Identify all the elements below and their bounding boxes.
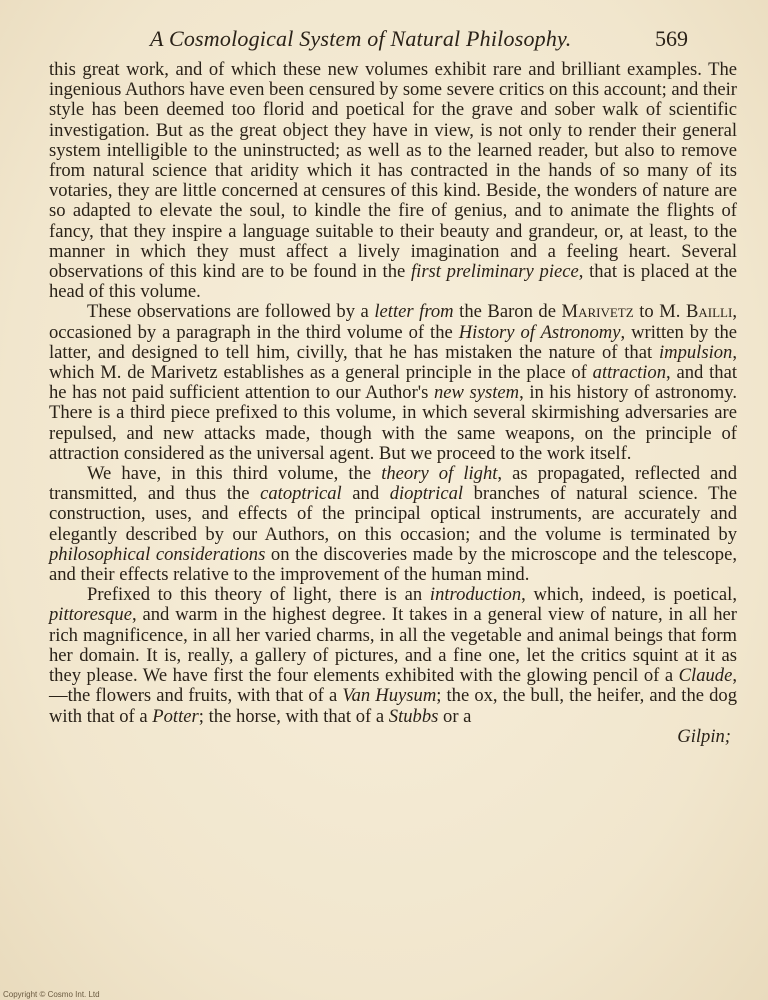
text-run: the Baron de	[453, 301, 562, 323]
italic-text: introduction	[429, 584, 522, 606]
paragraph	[49, 585, 737, 726]
italic-text: dioptrical	[389, 483, 464, 505]
copyright-notice: Copyright © Cosmo Int. Ltd	[3, 990, 100, 999]
italic-text: philosophical considerations	[49, 543, 266, 565]
paragraph	[49, 464, 737, 585]
catchword: Gilpin;	[677, 725, 731, 747]
text-run: , occasioned by a paragraph in the third volume of the	[49, 301, 737, 343]
text-run: , written by the latter, and designed to tell him, civilly, that he has mistaken the nature of that	[49, 321, 737, 363]
italic-text: History of Astronomy	[458, 321, 621, 343]
italic-text: letter from	[374, 301, 454, 323]
text-run: , that is placed at the head of this volume.	[49, 261, 737, 303]
text-run: this great work, and of which these new volumes exhibit rare and brilliant examples. The ingenious Authors have even been censured by some severe critics on this account; and their style has been deemed too florid and poetical for the grave and sober walk of scientific investigation. But as the great object they have in view, is not only to render their general system intelligible to the uninstructed; as well as to the learned reader, but also to remove from natural science that aridity which it has contracted in the hands of so many of its votaries, they are little concerned at censures of this kind. Beside, the wonders of nature are so adapted to elevate the soul, to kindle the fire of genius, and to animate the flights of fancy, that they inspire a language suitable to their beauty and grandeur, or, at least, to the manner in which they must affect a lively imagination and a feeling heart. Several observations of this kind are to be found in the	[49, 59, 737, 283]
page-header	[150, 22, 688, 54]
italic-text: theory of light	[381, 463, 498, 485]
small-caps-text: Marivetz	[561, 301, 634, 323]
text-run: , in his history of astronomy. There is a third piece prefixed to this volume, in which several skirmishing adversaries are repulsed, and new attacks made, though with the same weapons, on the principle of attraction considered as the universal agent. But we proceed to the work itself.	[49, 382, 738, 464]
italic-text: Van Huysum	[342, 685, 437, 707]
text-run: ; the ox, the bull, the heifer, and the dog with that of a	[49, 685, 737, 727]
page-number: 569	[655, 26, 688, 51]
text-run: , and that he has not paid sufficient attention to our Author's	[49, 362, 737, 404]
italic-text: first preliminary piece	[410, 261, 579, 283]
paragraph	[49, 302, 737, 464]
text-run: These observations are followed by a	[87, 301, 375, 323]
text-run: and	[341, 483, 390, 505]
italic-text: catoptrical	[260, 483, 342, 505]
italic-text: impulsion	[658, 341, 733, 363]
italic-text: attraction	[592, 362, 667, 384]
text-run: branches of natural science. The construction, uses, and effects of the principal optical instruments, are accurately and elegantly described by our Authors, on this occasion; and the volume is terminated by	[49, 483, 737, 545]
text-run: Prefixed to this theory of light, there is an	[87, 584, 430, 606]
paragraph	[49, 60, 737, 302]
text-run: or a	[438, 705, 472, 727]
italic-text: pittoresque	[49, 604, 132, 626]
text-run: to M.	[633, 301, 686, 323]
italic-text: Potter	[152, 705, 199, 727]
text-run: We have, in this third volume, the	[87, 463, 382, 485]
text-run: , which, indeed, is poetical,	[521, 584, 737, 606]
text-run: , as propagated, reflected and transmitted, and thus the	[49, 463, 737, 505]
running-title: A Cosmological System of Natural Philosophy.	[150, 26, 572, 51]
text-run: on the discoveries made by the microscope and the telescope, and their effects relative to the improvement of the human mind.	[49, 543, 737, 586]
text-run: , and warm in the highest degree. It takes in a general view of nature, in all her rich magnificence, in all her varied charms, in all the vegetable and animal beings that form her domain. It is, really, a gallery of pictures, and a fine one, let the critics squint at it as they please. We have first the four elements exhibited with the glowing pencil of a	[49, 604, 737, 687]
body-text	[49, 60, 737, 747]
italic-text: Stubbs	[388, 705, 439, 727]
italic-text: new system	[433, 382, 520, 404]
small-caps-text: Bailli	[685, 301, 733, 323]
text-run: , which M. de Marivetz establishes as a general principle in the place of	[49, 341, 737, 384]
text-run: ,—the flowers and fruits, with that of a	[49, 665, 737, 707]
italic-text: Claude	[678, 665, 733, 687]
text-run: ; the horse, with that of a	[198, 705, 389, 727]
